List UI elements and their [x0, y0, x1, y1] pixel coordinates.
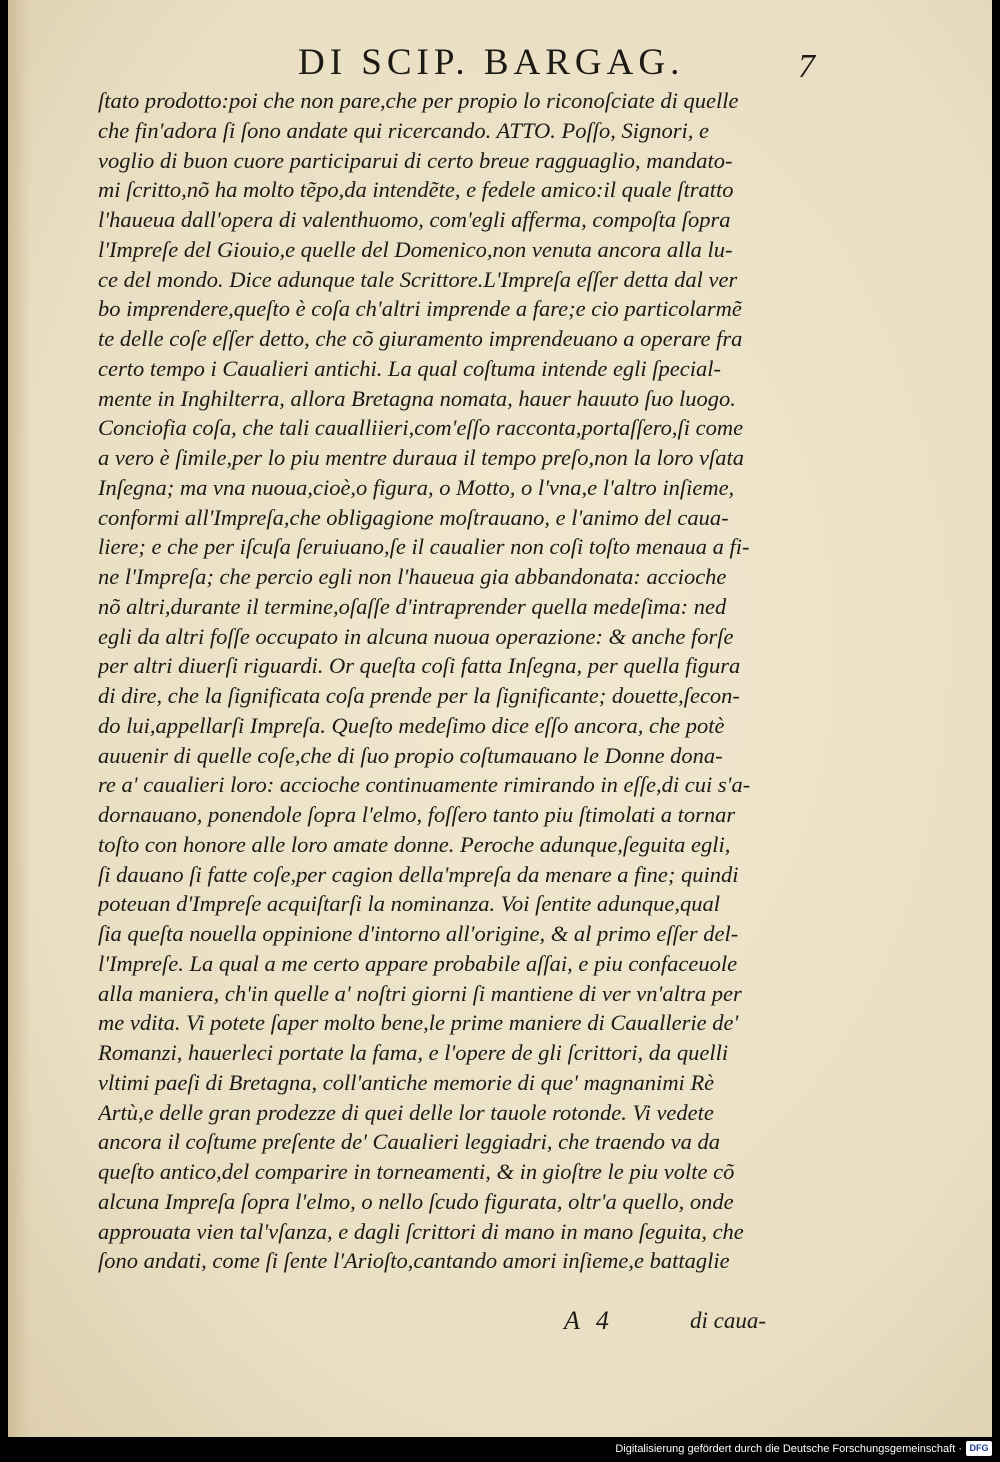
text-line: dornauano, ponendole ſopra l'elmo, foſſero tanto piu ſtimolati a tornar [98, 802, 736, 827]
text-line: egli da altri foſſe occupato in alcuna nuoua operazione: & anche forſe [98, 623, 734, 649]
book-page [8, 0, 992, 1437]
text-line: alla maniera, ch'in quelle a' noſtri giorni ſi mantiene di ver vn'altra per [98, 980, 742, 1006]
text-line: Artù,e delle gran prodezze di quei delle lor tauole rotonde. Vi vedete [98, 1099, 714, 1125]
page-header [8, 40, 992, 86]
signature-mark: A 4 [564, 1306, 609, 1335]
page-footer [8, 1304, 992, 1344]
text-line: Conciofia coſa, che tali caualliieri,com'eſſo racconta,portaſſero,ſi come [98, 415, 744, 441]
text-line: che fin'adora ſi ſono andate qui ricercando. ATTO. Poſſo, Signori, e [98, 117, 710, 143]
text-line: queſto antico,del comparire in torneamenti, & in gioſtre le piu volte cõ [98, 1159, 735, 1184]
text-line: a vero è ſimile,per lo piu mentre duraua il tempo preſo,non la loro vſata [98, 445, 744, 470]
text-line: l'haueua dall'opera di valenthuomo, com'egli afferma, compoſta ſopra [98, 207, 731, 232]
text-line: ſia queſta nouella oppinione d'intorno all'origine, & al primo eſſer del- [98, 921, 739, 946]
text-line: auuenir di quelle coſe,che di ſuo propio coſtumauano le Donne dona- [98, 742, 723, 768]
text-line: ne l'Impreſa; che percio egli non l'haueua gia abbandonata: accioche [98, 564, 727, 589]
text-line: te delle coſe eſſer detto, che cõ giuramento imprendeuano a operare fra [98, 326, 743, 351]
text-line: nõ altri,durante il termine,oſaſſe d'intraprender quella medeſima: ned [98, 593, 727, 619]
text-line: voglio di buon cuore participarui di certo breue ragguaglio, mandato- [98, 147, 733, 173]
text-line: conformi all'Impreſa,che obligagione moſtrauano, e l'animo del caua- [98, 504, 729, 530]
running-head: DI SCIP. BARGAG. [298, 42, 685, 83]
text-line: di dire, che la ſignificata coſa prende per la ſignificante; douette,ſecon- [98, 683, 740, 708]
page-number: 7 [798, 48, 815, 85]
catchword: di caua- [690, 1308, 767, 1333]
text-line: mente in Inghilterra, allora Bretagna nomata, hauer hauuto ſuo luogo. [98, 385, 736, 411]
text-line: l'Impreſe. La qual a me certo appare probabile aſſai, e piu confaceuole [98, 950, 738, 976]
digitization-credit-bar [0, 1437, 1000, 1462]
text-line: mi ſcritto,nõ ha molto tẽpo,da intendẽte, e fedele amico:il quale ſtratto [98, 177, 734, 203]
text-line: Inſegna; ma vna nuoua,cioè,o figura, o Motto, o l'vna,e l'altro inſieme, [98, 474, 735, 500]
text-line: ſi dauano ſi fatte coſe,per cagion della'mpreſa da menare a fine; quindi [98, 861, 739, 887]
text-line: toſto con honore alle loro amate donne. Peroche adunque,ſeguita egli, [98, 831, 731, 857]
text-line: vltimi paeſi di Bretagna, coll'antiche memorie di que' magnanimi Rè [98, 1069, 715, 1095]
text-line: per altri diuerſi riguardi. Or queſta coſi fatta Inſegna, per quella figura [98, 653, 741, 679]
text-line: me vdita. Vi potete ſaper molto bene,le prime maniere di Cauallerie de' [98, 1010, 739, 1036]
text-line: re a' caualieri loro: accioche continuamente rimirando in eſſe,di cui s'a- [98, 772, 751, 798]
text-line: ſtato prodotto:poi che non pare,che per propio lo riconoſciate di quelle [98, 88, 739, 113]
text-line: Romanzi, hauerleci portate la fama, e l'opere de gli ſcrittori, da quelli [98, 1040, 729, 1065]
text-line: liere; e che per iſcuſa ſeruiuano,ſe il caualier non coſi toſto menaua a fi- [98, 534, 750, 560]
text-line: bo imprendere,queſto è coſa ch'altri imprende a fare;e cio particolarmẽ [98, 296, 742, 322]
text-line: poteuan d'Impreſe acquiſtarſi la nominanza. Voi ſentite adunque,qual [98, 891, 721, 917]
text-line: approuata vien tal'vſanza, e dagli ſcrittori di mano in mano ſeguita, che [98, 1218, 744, 1244]
dfg-logo-icon: DFG [966, 1441, 992, 1456]
text-line: ancora il coſtume preſente de' Caualieri leggiadri, che traendo va da [98, 1129, 720, 1155]
text-line: certo tempo i Caualieri antichi. La qual coſtuma intende egli ſpecial- [98, 355, 722, 381]
credit-text: Digitalisierung gefördert durch die Deutsche Forschungsgemeinschaft · [615, 1443, 962, 1455]
page-gutter-shadow [8, 0, 30, 1437]
text-line: alcuna Impreſa ſopra l'elmo, o nello ſcudo figurata, oltr'a quello, onde [98, 1188, 734, 1214]
text-line: do lui,appellarſi Impreſa. Queſto medeſimo dice eſſo ancora, che potè [98, 712, 725, 738]
text-line: ce del mondo. Dice adunque tale Scrittore.L'Impreſa eſſer detta dal ver [98, 266, 738, 292]
text-line: ſono andati, come ſi ſente l'Arioſto,cantando amori inſieme,e battaglie [98, 1248, 730, 1274]
text-line: l'Impreſe del Giouio,e quelle del Domenico,non venuta ancora alla lu- [98, 236, 733, 262]
